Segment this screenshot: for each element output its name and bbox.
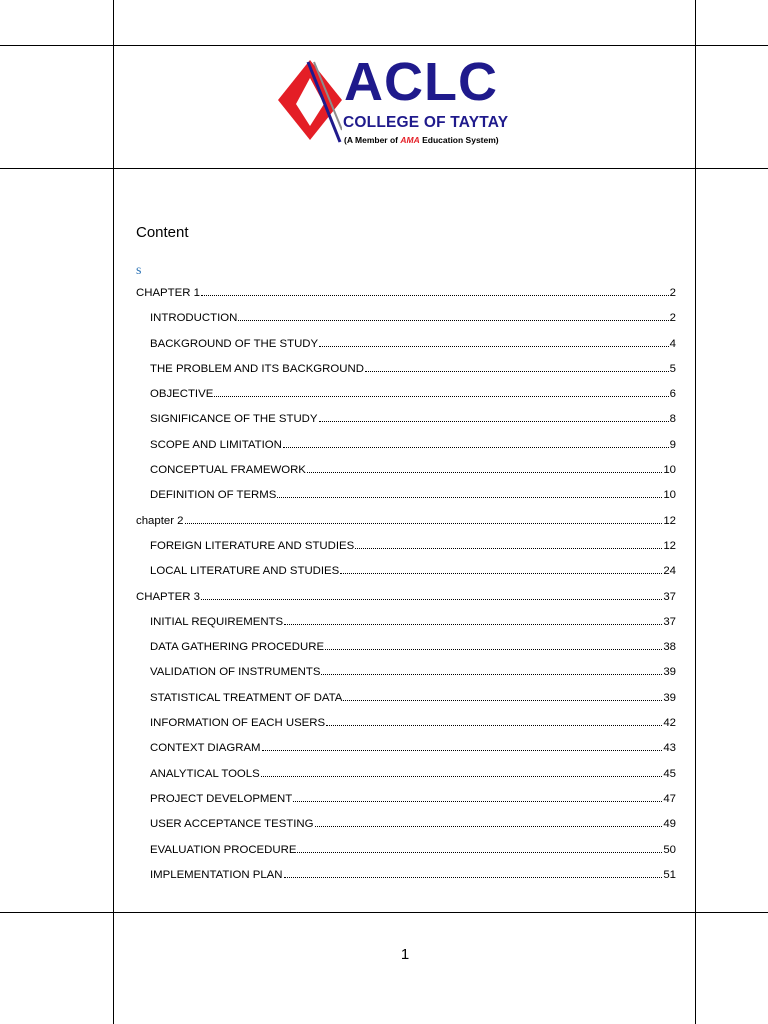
toc-entry-title: CHAPTER 1 — [136, 287, 200, 299]
toc-entry-page: 45 — [663, 767, 676, 780]
toc-dot-leader — [277, 487, 662, 498]
toc-entry-title: DATA GATHERING PROCEDURE — [150, 641, 325, 654]
footer-rule — [0, 912, 768, 913]
toc-entry[interactable] — [136, 538, 680, 563]
toc-entry-page: 50 — [663, 843, 676, 856]
toc-dot-leader — [325, 639, 662, 650]
toc-dot-leader — [343, 690, 662, 701]
toc-entry-page: 24 — [663, 565, 676, 578]
toc-entry[interactable] — [136, 715, 680, 740]
page-number: 1 — [400, 946, 410, 963]
toc-entry[interactable] — [136, 386, 680, 411]
toc-entry[interactable] — [136, 816, 680, 841]
toc-entry-title: chapter 2 — [136, 514, 184, 527]
toc-entry-title: SCOPE AND LIMITATION — [150, 438, 282, 451]
toc-entry-title: FOREIGN LITERATURE AND STUDIES — [150, 539, 355, 552]
toc-entry-title: PROJECT DEVELOPMENT — [150, 792, 293, 805]
toc-dot-leader — [319, 411, 669, 422]
toc-dot-leader — [321, 664, 662, 675]
toc-entry[interactable] — [136, 690, 680, 715]
logo-brand: ACLC — [344, 52, 498, 112]
toc-dot-leader — [365, 361, 669, 372]
toc-entry-title: CONCEPTUAL FRAMEWORK — [150, 464, 306, 477]
toc-entry-page: 37 — [663, 615, 676, 628]
toc-entry-page: 2 — [669, 312, 676, 325]
table-of-contents — [136, 285, 680, 892]
content-title: Content — [136, 224, 189, 241]
left-margin-rule — [113, 0, 114, 1024]
toc-entry-title: THE PROBLEM AND ITS BACKGROUND — [150, 362, 364, 375]
toc-dot-leader — [297, 842, 662, 853]
toc-entry-title: DEFINITION OF TERMS — [150, 489, 277, 502]
toc-dot-leader — [283, 437, 669, 448]
toc-entry-page: 8 — [669, 413, 676, 426]
toc-entry-page: 38 — [663, 641, 676, 654]
toc-entry-page: 12 — [663, 539, 676, 552]
aclc-diamond-logo-icon — [278, 60, 342, 148]
toc-dot-leader — [185, 513, 663, 524]
toc-dot-leader — [319, 336, 669, 347]
toc-entry-page: 6 — [669, 388, 676, 401]
toc-entry-page: 39 — [663, 666, 676, 679]
toc-entry-title: INFORMATION OF EACH USERS — [150, 717, 326, 730]
toc-entry-page: 37 — [663, 590, 676, 603]
toc-dot-leader — [238, 310, 668, 321]
header-bottom-rule — [0, 168, 768, 169]
toc-entry-page: 42 — [663, 717, 676, 730]
toc-entry[interactable] — [136, 589, 680, 614]
toc-entry[interactable] — [136, 285, 680, 310]
toc-dot-leader — [261, 766, 663, 777]
toc-dot-leader — [355, 538, 662, 549]
toc-entry[interactable] — [136, 842, 680, 867]
right-margin-rule — [695, 0, 696, 1024]
toc-entry-title: ANALYTICAL TOOLS — [150, 767, 260, 780]
toc-entry[interactable] — [136, 639, 680, 664]
toc-dot-leader — [293, 791, 662, 802]
toc-entry-title: CONTEXT DIAGRAM — [150, 742, 261, 755]
toc-entry-title: EVALUATION PROCEDURE — [150, 843, 297, 856]
toc-entry-page: 12 — [663, 514, 676, 527]
toc-entry-title: INTRODUCTION — [150, 312, 238, 325]
logo-member-suffix: Education System) — [422, 135, 499, 145]
toc-entry[interactable] — [136, 411, 680, 436]
toc-entry[interactable] — [136, 437, 680, 462]
toc-entry[interactable] — [136, 462, 680, 487]
toc-dot-leader — [307, 462, 662, 473]
toc-entry-page: 10 — [663, 464, 676, 477]
toc-entry-title: BACKGROUND OF THE STUDY — [150, 337, 319, 350]
toc-entry-title: LOCAL LITERATURE AND STUDIES — [150, 565, 340, 578]
toc-dot-leader — [315, 816, 663, 827]
toc-entry[interactable] — [136, 791, 680, 816]
toc-entry[interactable] — [136, 513, 680, 538]
toc-dot-leader — [201, 285, 669, 296]
toc-entry[interactable] — [136, 614, 680, 639]
toc-dot-leader — [284, 614, 662, 625]
toc-entry-title: STATISTICAL TREATMENT OF DATA — [150, 691, 343, 704]
toc-entry-title: VALIDATION OF INSTRUMENTS — [150, 666, 321, 679]
logo-member-prefix: (A Member of — [344, 135, 398, 145]
toc-entry-title: SIGNIFICANCE OF THE STUDY — [150, 413, 318, 426]
logo-college-name: COLLEGE OF TAYTAY — [343, 114, 509, 131]
header-top-rule — [0, 45, 768, 46]
toc-entry[interactable] — [136, 867, 680, 892]
toc-entry-page: 51 — [663, 868, 676, 881]
aclc-logo — [278, 52, 509, 152]
toc-dot-leader — [326, 715, 662, 726]
toc-entry[interactable] — [136, 336, 680, 361]
toc-entry-page: 49 — [663, 818, 676, 831]
toc-entry-page: 39 — [663, 691, 676, 704]
toc-dot-leader — [262, 740, 663, 751]
toc-entry[interactable] — [136, 487, 680, 512]
toc-entry-page: 47 — [663, 792, 676, 805]
toc-entry-title: USER ACCEPTANCE TESTING — [150, 818, 314, 831]
logo-member-line — [344, 134, 499, 146]
toc-entry-title: INITIAL REQUIREMENTS — [150, 615, 284, 628]
toc-entry-title: IMPLEMENTATION PLAN — [150, 868, 283, 881]
toc-entry[interactable] — [136, 310, 680, 335]
content-subhead: s — [136, 263, 142, 278]
toc-entry-page: 9 — [669, 438, 676, 451]
logo-ama-mark: AMA — [400, 135, 420, 145]
toc-entry[interactable] — [136, 361, 680, 386]
toc-dot-leader — [201, 589, 662, 600]
toc-dot-leader — [340, 563, 662, 574]
toc-entry[interactable] — [136, 740, 680, 765]
toc-entry[interactable] — [136, 563, 680, 588]
toc-entry-title: CHAPTER 3 — [136, 590, 200, 603]
toc-entry-page: 5 — [669, 362, 676, 375]
toc-dot-leader — [284, 867, 663, 878]
toc-entry[interactable] — [136, 766, 680, 791]
toc-entry-title: OBJECTIVE — [150, 388, 214, 401]
toc-entry-page: 2 — [669, 287, 676, 299]
toc-dot-leader — [214, 386, 668, 397]
toc-entry[interactable] — [136, 664, 680, 689]
toc-entry-page: 43 — [663, 742, 676, 755]
toc-entry-page: 10 — [663, 489, 676, 502]
toc-entry-page: 4 — [669, 337, 676, 350]
